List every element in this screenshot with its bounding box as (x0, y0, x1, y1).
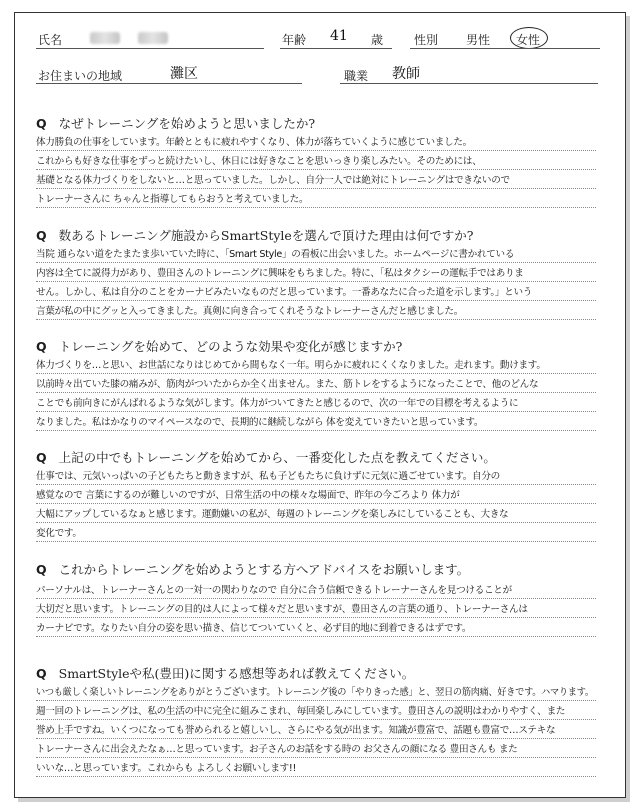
age-value: 41 (330, 28, 348, 44)
job-label: 職業 (344, 69, 369, 83)
gender-label: 性別 (414, 33, 439, 47)
age-label: 年齢 (282, 33, 307, 47)
answer-3 (36, 355, 596, 431)
gender-female: 女性 (516, 33, 541, 47)
gender-underline (410, 48, 600, 49)
answer-line: せん。しかし、私は自分のことをカーナビみたいなものだと思っています。一番あなたに合った道を示します。」という (36, 282, 596, 301)
answer-line: 変化です。 (36, 523, 596, 542)
job-value: 教師 (392, 66, 420, 82)
answer-line: 内容は全てに説得力があり、豊田さんのトレーニングに興味をもちました。特に、「私はタクシーの運転手ではありま (36, 263, 596, 282)
question-4: Q 上記の中でもトレーニングを始めてから、一番変化した点を教えてください。 (36, 450, 496, 465)
answer-line: いつも厳しく楽しいトレーニングをありがとうございます。トレーニング後の「やりきった感」と、翌日の筋肉痛、好きです。ハマります。 (36, 682, 596, 701)
answer-line: 以前時々出ていた膝の痛みが、筋肉がついたからか全く出ません。また、筋トレをするようになったことで、他のどんな (36, 374, 596, 393)
answer-line: ことでも前向きにがんばれるような気がします。体力がついてきたと感じるので、次の一年での目標を考えるように (36, 393, 596, 412)
answer-line: 大幅にアップしているなぁと感じます。運動嫌いの私が、毎週のトレーニングを楽しみにしていることも、大きな (36, 504, 596, 523)
name-underline (36, 48, 264, 49)
answer-line: なりました。私はかなりのマイペースなので、長期的に継続しながら 体を変えていきたいと思っています。 (36, 412, 596, 431)
gender-male: 男性 (466, 33, 491, 47)
answer-line: パーソナルは、トレーナーさんとの一対一の関わりなので 自分に合う信頼できるトレーナーさんを見つけることが (36, 580, 596, 599)
answer-line: いいな…と思っています。これからも よろしくお願いします!! (36, 758, 596, 777)
gender-selected-circle (510, 27, 548, 49)
answer-line: これからも好きな仕事をずっと続けたいし、休日には好きなことを思いっきり楽しみたい。そのためには、 (36, 151, 596, 170)
question-3: Q トレーニングを始めて、どのような効果や変化が感じますか? (36, 339, 403, 354)
answer-6 (36, 682, 596, 777)
answer-line: トレーナーさんに ちゃんと指導してもらおうと考えていました。 (36, 189, 596, 208)
question-2: Q 数あるトレーニング施設からSmartStyleを選んで頂けた理由は何ですか? (36, 228, 474, 243)
answer-line: 週一回のトレーニングは、私の生活の中に完全に組みこまれ、毎回楽しみにしています。豊田さんの説明はわかりやすく、また (36, 701, 596, 720)
answer-4 (36, 466, 596, 542)
name-label: 氏名 (38, 33, 63, 47)
answer-line: トレーナーさんに出会えたなぁ…と思っています。お子さんのお話をする時の お父さんの顔になる 豊田さんも また (36, 739, 596, 758)
redacted-name (138, 32, 168, 44)
answer-line: 当院 通らない道をたまたま歩いていた時に、「Smart Style」の看板に出会いました。ホームページに書かれている (36, 244, 596, 263)
answer-line: 大切だと思います。トレーニングの目的は人によって様々だと思いますが、豊田さんの言葉の通り、トレーナーさんは (36, 599, 596, 618)
answer-line: 体力づくりを…と思い、お世話になりはじめてから間もなく一年。明らかに疲れにくくなりました。走れます。動けます。 (36, 355, 596, 374)
answer-line: 仕事では、元気いっぱいの子どもたちと動きますが、私も子どもたちに負けずに元気に過ごせています。自分の (36, 466, 596, 485)
answer-line: 感覚なので 言葉にするのが難しいのですが、日常生活の中の様々な場面で、昨年の今ごろより 体力が (36, 485, 596, 504)
question-6: Q SmartStyleや私(豊田)に関する感想等あれば教えてください。 (36, 666, 415, 681)
answer-line: カーナビです。なりたい自分の姿を思い描き、信じてついていくと、必ず目的地に到着できるはずです。 (36, 618, 596, 637)
answer-line: 基礎となる体力づくりをしないと…と思っていました。しかし、自分一人では絶対にトレーニングはできないので (36, 170, 596, 189)
question-1: Q なぜトレーニングを始めようと思いましたか? (36, 116, 316, 131)
job-underline (340, 83, 598, 84)
answer-line: 体力勝負の仕事をしています。年齢とともに疲れやすくなり、体力が落ちていくように感じていました。 (36, 132, 596, 151)
question-5: Q これからトレーニングを始めようとする方へアドバイスをお願いします。 (36, 562, 470, 577)
region-label: お住まいの地域 (38, 69, 123, 83)
answer-5 (36, 580, 596, 637)
region-value: 灘区 (170, 66, 198, 82)
age-unit: 歳 (371, 33, 384, 47)
answer-1 (36, 132, 596, 208)
region-underline (36, 83, 302, 84)
age-underline (280, 48, 392, 49)
answer-line: 言葉が私の中にグッと入ってきました。真剣に向き合ってくれそうなトレーナーさんだと感じました。 (36, 301, 596, 320)
redacted-name (90, 32, 120, 44)
answer-2 (36, 244, 596, 320)
answer-line: 誉め上手ですね。いくつになっても誉められると嬉しいし、さらにやる気が出ます。知識が豊富で、話題も豊富で…ステキな (36, 720, 596, 739)
